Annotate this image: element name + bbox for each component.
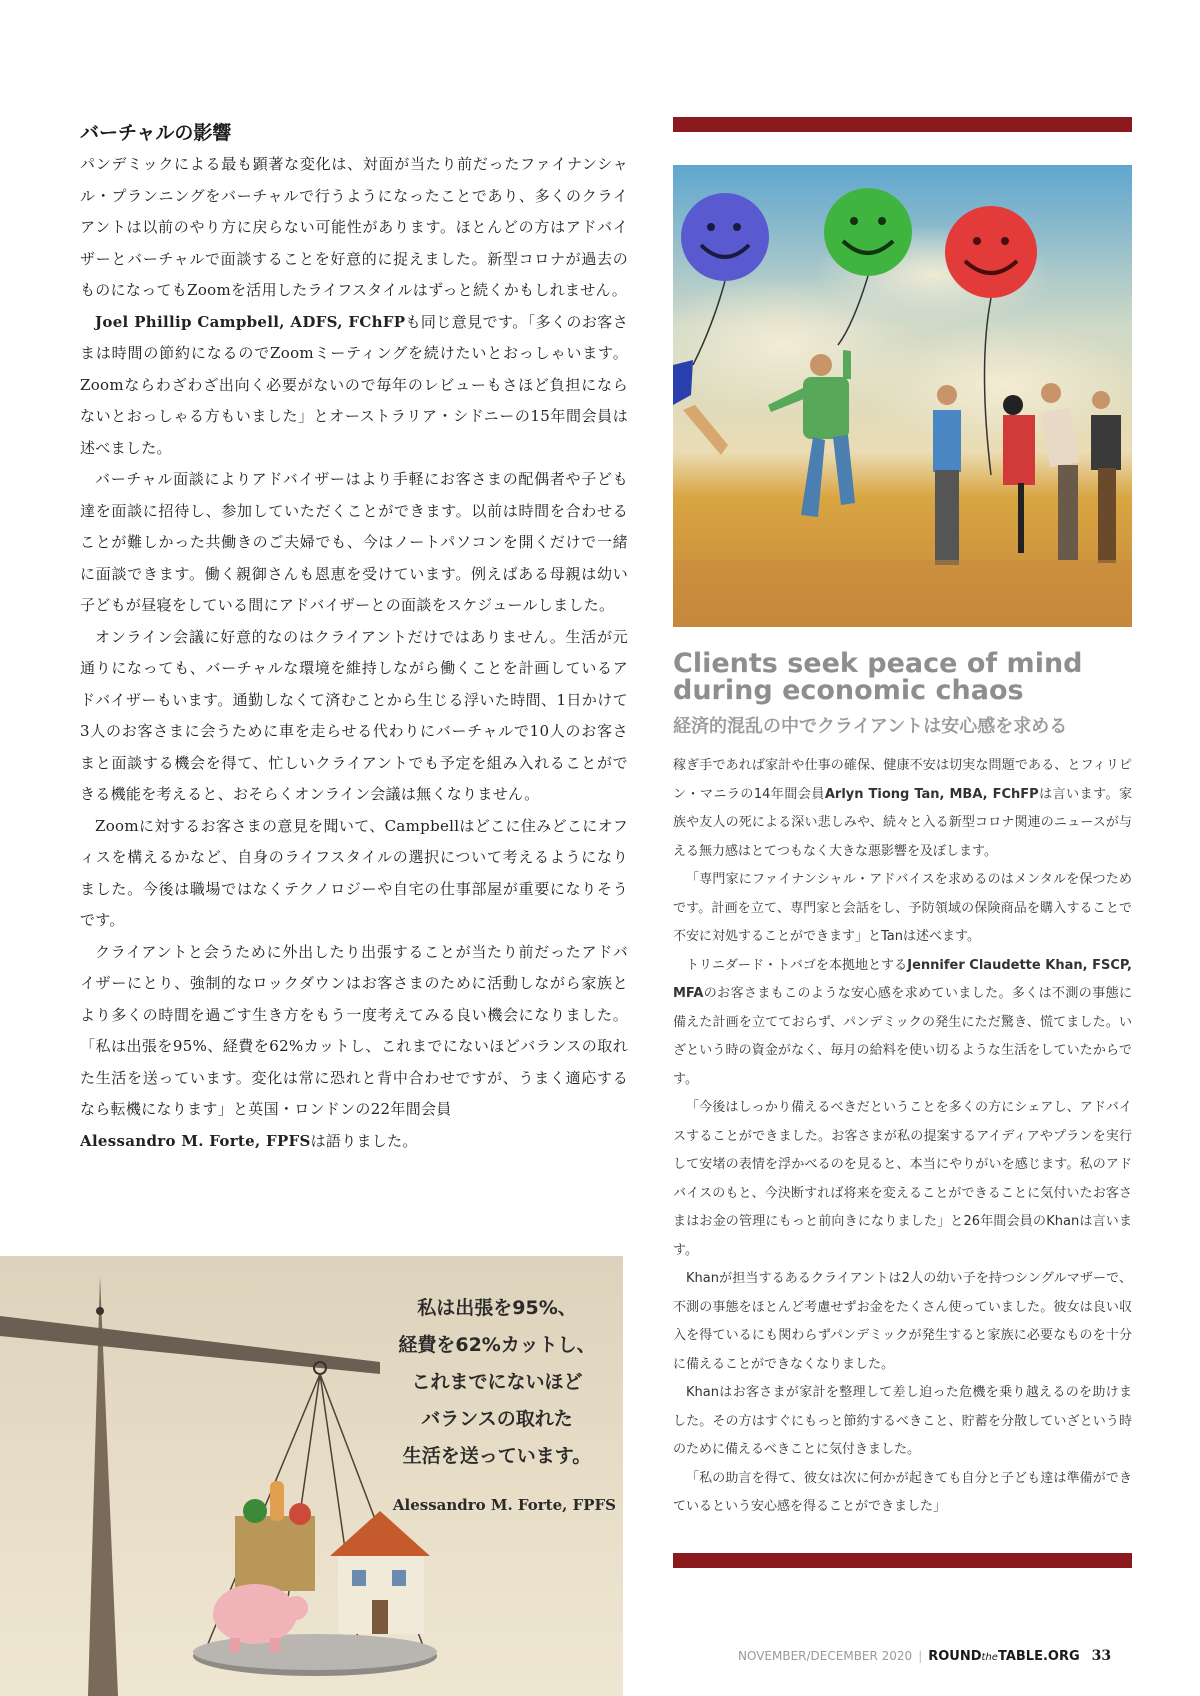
paragraph-2-text: も同じ意見です。「多くのお客さまは時間の節約になるのでZoomミーティングを続けたいとおっしゃいます。Zoomならわざわざ出向く必要がないので毎年のレビューもさほど負担にならないとおっしゃる方もいました」とオーストラリア・シドニーの15年間会員は述べました。 (80, 312, 628, 457)
top-accent-rule (673, 117, 1132, 132)
issue-date: NOVEMBER/DECEMBER 2020 (738, 1649, 913, 1663)
site-url-the: the (981, 1652, 998, 1663)
person-name-khan: Jennifer Claudette Khan, FSCP, MFA (673, 957, 1132, 1001)
paragraph-6-text: クライアントと会うために外出したり出張することが当たり前だったアドバイザーにとり、強制的なロックダウンはお客さまのために活動しながら家族とより多くの時間を過ごす生き方をもう一度考えてみる良い機会になりました。「私は出張を95%、経費を62%カットし、これまでにないほどバランスの取れた生活を送っています。変化は常に恐れと背中合わせですが、うまく適応するなら転機になります」と英国・ロンドンの22年間会員 (80, 942, 628, 1118)
right-paragraph-3-a: トリニダード・トバゴを本拠地とする (686, 957, 908, 973)
paragraph-6-end: は語りました。 (310, 1131, 418, 1150)
pull-quote (378, 1290, 616, 1475)
paragraph-6 (80, 937, 628, 1158)
right-paragraph-1-a: 稼ぎ手であれば家計や仕事の確保、健康不安は切実な問題である、とフィリピン・マニラの14年間会員 (673, 758, 1132, 802)
article-title (673, 650, 1143, 704)
person-name-campbell: Joel Phillip Campbell, ADFS, FChFP (95, 312, 406, 331)
section-heading: バーチャルの影響 (80, 122, 232, 144)
pull-quote-line: 経費を62%カットし、 (398, 1334, 596, 1356)
paragraph-4: オンライン会議に好意的なのはクライアントだけではありません。生活が元通りになっても、バーチャルな環境を維持しながら働くことを計画しているアドバイザーもいます。通勤しなくて済むことから生じる浮いた時間、1日かけて3人のお客さまに会うために車を走らせる代わりにバーチャルで10人のお客さまと面談する機会を得て、忙しいクライアントでも予定を組み入れることができる機能を考えると、おそらくオンライン会議は無くなりません。 (80, 627, 628, 803)
person-name-forte: Alessandro M. Forte, FPFS (80, 1131, 311, 1150)
page-footer (738, 1648, 1111, 1664)
right-paragraph-1 (673, 752, 1132, 866)
right-paragraph-2: 「専門家にファイナンシャル・アドバイスを求めるのはメンタルを保つためです。計画を立て、専門家と会話をし、予防領域の保険商品を購入することで不安に対処することができます」とTanは述べます。 (673, 872, 1132, 944)
right-paragraph-7: 「私の助言を得て、彼女は次に何かが起きても自分と子ども達は準備ができているという安心感を得ることができました」 (673, 1470, 1132, 1514)
right-paragraph-3-b: のお客さまもこのような安心感を求めていました。多くは不測の事態に備えた計画を立てておらず、パンデミックの発生にただ驚き、慌てました。いざという時の資金がなく、毎月の給料を使い切るような生活をしていたからです。 (673, 986, 1132, 1087)
title-line-2: during economic chaos (673, 675, 1024, 706)
right-paragraph-4: 「今後はしっかり備えるべきだということを多くの方にシェアし、アドバイスすることができました。お客さまが私の提案するアイディアやプランを実行して安堵の表情を浮かべるのを見ると、本当にやりがいを感じます。私のアドバイスのもと、今決断すれば将来を変えることができることに気付いたお客さまはお金の管理にもっと前向きになりました」と26年間会員のKhanは言います。 (673, 1100, 1132, 1258)
paragraph-2 (80, 307, 628, 465)
house-icon (330, 1511, 430, 1634)
balloons-illustration (673, 165, 1132, 627)
right-paragraph-1-b: は言います。家族や友人の死による深い悲しみや、続々と入る新型コロナ関連のニュースが与える無力感はとてつもなく大きな悪影響を及ぼします。 (673, 786, 1132, 859)
bottom-accent-rule (673, 1553, 1132, 1568)
article-subtitle: 経済的混乱の中でクライアントは安心感を求める (673, 716, 1068, 737)
person-name-tan: Arlyn Tiong Tan, MBA, FChFP (824, 786, 1039, 802)
pull-quote-line: これまでにないほど (411, 1371, 583, 1393)
site-url-round: ROUND (928, 1649, 982, 1664)
paragraph-3: バーチャル面談によりアドバイザーはより手軽にお客さまの配偶者や子ども達を面談に招待し、参加していただくことができます。以前は時間を合わせることが難しかった共働きのご夫婦でも、今はノートパソコンを開くだけで一緒に面談できます。働く親御さんも恩恵を受けています。例えばある母親は幼い子どもが昼寝をしている間にアドバイザーとの面談をスケジュールしました。 (80, 470, 628, 614)
paragraph-5: Zoomに対するお客さまの意見を聞いて、Campbellはどこに住みどこにオフィスを構えるかなど、自身のライフスタイルの選択について考えるようになりました。今後は職場ではなくテクノロジーや自宅の仕事部屋が重要になりそうです。 (80, 816, 628, 929)
right-paragraph-5: Khanが担当するあるクライアントは2人の幼い子を持つシングルマザーで、不測の事態をほとんど考慮せずお金をたくさん使っていました。彼女は良い収入を得ているにも関わらずパンデミックが発生すると家族に必要なものを十分に備えることができなくなりました。 (673, 1271, 1132, 1372)
right-paragraph-3 (673, 952, 1132, 1095)
footer-separator: | (918, 1649, 923, 1663)
pull-quote-author: Alessandro M. Forte, FPFS (392, 1496, 616, 1514)
title-line-1: Clients seek peace of mind (673, 648, 1083, 679)
right-paragraph-6: Khanはお客さまが家計を整理して差し迫った危機を乗り越えるのを助けました。その方はすぐにもっと節約するべきこと、貯蓄を分散していざという時のために備えるべきことに気付きました。 (673, 1385, 1132, 1457)
pull-quote-line: バランスの取れた (421, 1408, 573, 1430)
paragraph-1: パンデミックによる最も顕著な変化は、対面が当たり前だったファイナンシャル・プランニングをバーチャルで行うようになったことであり、多くのクライアントは以前のやり方に戻らない可能性があります。ほとんどの方はアドバイザーとバーチャルで面談することを好意的に捉えました。新型コロナが過去のものになってもZoomを活用したライフスタイルはずっと続くかもしれません。 (80, 155, 628, 299)
pull-quote-line: 私は出張を95%、 (417, 1297, 577, 1319)
left-column (80, 118, 628, 1157)
right-column-body (673, 752, 1132, 1522)
site-url-table: TABLE.ORG (997, 1649, 1080, 1664)
page-number: 33 (1091, 1648, 1112, 1664)
site-url (928, 1649, 1079, 1664)
pull-quote-line: 生活を送っています。 (402, 1445, 592, 1467)
